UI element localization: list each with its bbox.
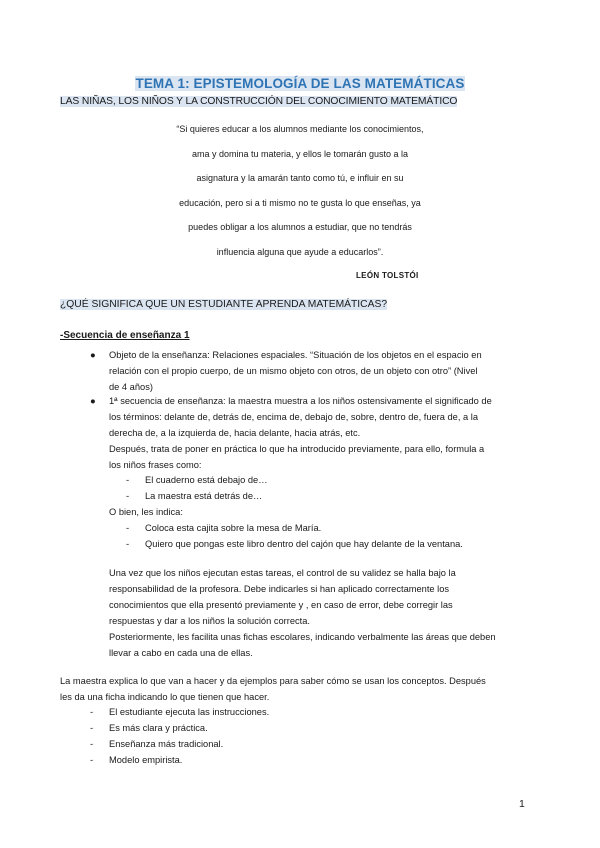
o-bien-text: O bien, les indica: <box>109 507 183 517</box>
summary-item: El estudiante ejecuta las instrucciones. <box>109 707 270 717</box>
quote-line: ama y domina tu materia, y ellos le tomarán gusto a la <box>191 148 409 159</box>
text-line: respuestas y dar a los niños la solución correcta. <box>109 615 311 626</box>
dash-marker: - <box>126 523 130 534</box>
quote-line: asignatura y la amarán tanto como tú, e influir en su <box>196 173 404 184</box>
dash-marker: - <box>90 723 94 734</box>
page-title <box>0 76 600 91</box>
dash-marker: - <box>90 755 94 766</box>
instruction-item: Quiero que pongas este libro dentro del cajón que hay delante de la ventana. <box>145 539 463 549</box>
summary-item: Enseñanza más tradicional. <box>109 739 224 749</box>
summary-item: Es más clara y práctica. <box>109 723 208 733</box>
quote-block <box>150 122 450 270</box>
phrase-item: La maestra está detrás de… <box>145 491 263 501</box>
bullet-item-objective <box>109 348 534 396</box>
question-heading-text: ¿QUÉ SIGNIFICA QUE UN ESTUDIANTE APRENDA MATEMÁTICAS? <box>60 299 388 310</box>
quote-line: influencia alguna que ayude a educarlos”. <box>216 246 384 257</box>
text-line: 1ª secuencia de enseñanza: la maestra muestra a los niños ostensivamente el significado de <box>109 396 492 406</box>
sequence-heading: -Secuencia de enseñanza 1 <box>60 330 190 341</box>
text-line: relación con el propio cuerpo, de un mismo objeto con otros, de un objeto con otro” (Nivel <box>109 365 478 376</box>
text-line: Posteriormente, les facilita unas fichas escolares, indicando verbalmente las áreas que deben <box>109 631 496 642</box>
question-heading <box>60 299 387 310</box>
text-line: Después, trata de poner en práctica lo que ha introducido previamente, para ello, formula a <box>109 443 485 454</box>
bullet-marker: ● <box>90 396 96 407</box>
dash-marker: - <box>126 539 130 550</box>
text-line: los niños frases como: <box>109 459 202 470</box>
text-line: responsabilidad de la profesora. Debe indicarles si han aplicado correctamente los <box>109 583 450 594</box>
paragraph-control <box>109 566 539 661</box>
quote-line: educación, pero si a ti mismo no te gusta lo que enseñas, ya <box>179 197 421 208</box>
dash-marker: - <box>90 707 94 718</box>
page-number: 1 <box>519 798 525 810</box>
paragraph-explanation <box>60 674 540 706</box>
text-line: llevar a cabo en cada una de ellas. <box>109 647 253 658</box>
quote-line: puedes obligar a los alumnos a estudiar, que no tendrás <box>188 222 412 233</box>
section-subtitle-text: LAS NIÑAS, LOS NIÑOS Y LA CONSTRUCCIÓN DEL CONOCIMIENTO MATEMÁTICO <box>60 96 458 107</box>
text-line: derecha de, a la izquierda de, hacia delante, hacia atrás, etc. <box>109 427 361 438</box>
dash-marker: - <box>126 491 130 502</box>
bullet-item-sequence <box>109 394 534 474</box>
text-line: Objeto de la enseñanza: Relaciones espaciales. “Situación de los objetos en el espacio en <box>109 350 482 360</box>
section-subtitle <box>60 96 457 107</box>
text-line: conocimientos que ella presentó previamente y , en caso de error, debe corregir las <box>109 599 453 610</box>
text-line: La maestra explica lo que van a hacer y da ejemplos para saber cómo se usan los conceptos. Después <box>60 676 486 686</box>
text-line: de 4 años) <box>109 381 153 392</box>
phrase-item: El cuaderno está debajo de… <box>145 475 268 485</box>
quote-line: “Si quieres educar a los alumnos mediante los conocimientos, <box>176 124 424 134</box>
quote-author: LEÓN TOLSTÓI <box>356 271 419 280</box>
text-line: Una vez que los niños ejecutan estas tareas, el control de su validez se halla bajo la <box>109 568 456 578</box>
summary-item: Modelo empirista. <box>109 755 183 765</box>
bullet-marker: ● <box>90 350 96 361</box>
text-line: les da una ficha indicando lo que tienen que hacer. <box>60 691 270 702</box>
text-line: los términos: delante de, detrás de, encima de, debajo de, sobre, dentro de, fuera de, a la <box>109 411 479 422</box>
page-title-text: TEMA 1: EPISTEMOLOGÍA DE LAS MATEMÁTICAS <box>135 76 465 91</box>
dash-marker: - <box>90 739 94 750</box>
dash-marker: - <box>126 475 130 486</box>
instruction-item: Coloca esta cajita sobre la mesa de María. <box>145 523 322 533</box>
